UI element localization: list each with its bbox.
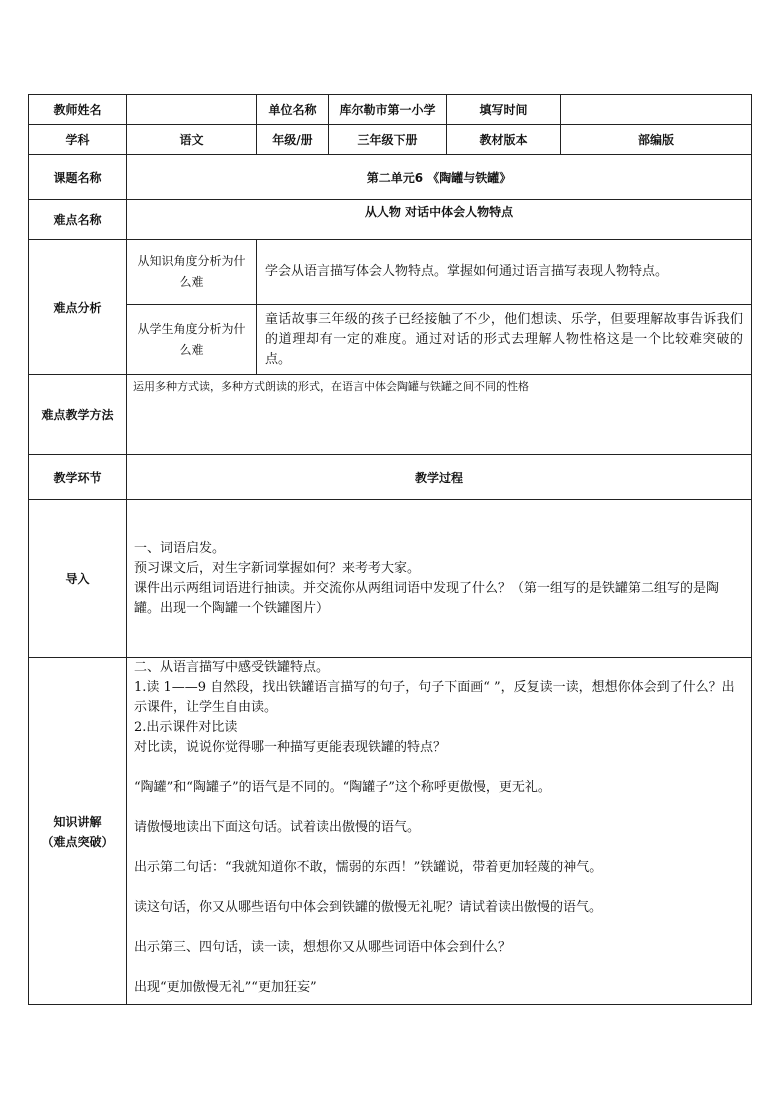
row-analysis-knowledge — [29, 240, 752, 305]
process-content-header: 教学过程 — [127, 455, 752, 500]
row-subject — [29, 125, 752, 155]
intro-label: 导入 — [29, 500, 127, 658]
row-teacher — [29, 95, 752, 125]
explain-paragraph: 二、从语言描写中感受铁罐特点。 — [134, 660, 330, 675]
edition-label: 教材版本 — [447, 125, 561, 155]
date-value — [561, 95, 752, 125]
difficulty-label: 难点名称 — [29, 200, 127, 240]
explain-paragraph: 请傲慢地读出下面这句话。试着读出傲慢的语气。 — [134, 820, 421, 835]
knowledge-angle-label: 从知识角度分析为什么难 — [127, 240, 257, 305]
subject-label: 学科 — [29, 125, 127, 155]
student-angle-label: 从学生角度分析为什么难 — [127, 305, 257, 375]
process-step-header: 教学环节 — [29, 455, 127, 500]
teacher-label: 教师姓名 — [29, 95, 127, 125]
row-explain — [29, 658, 752, 1005]
unit-label: 单位名称 — [257, 95, 329, 125]
intro-line: 预习课文后，对生字新词掌握如何？来考考大家。 — [134, 560, 421, 576]
grade-label: 年级/册 — [257, 125, 329, 155]
explain-label — [29, 658, 127, 1005]
intro-content — [127, 500, 752, 658]
date-label: 填写时间 — [447, 95, 561, 125]
analysis-label: 难点分析 — [29, 240, 127, 375]
method-text: 运用多种方式读，多种方式朗读的形式，在语言中体会陶罐与铁罐之间不同的性格 — [127, 375, 752, 455]
teacher-value — [127, 95, 257, 125]
lesson-label: 课题名称 — [29, 155, 127, 200]
explain-paragraph: 出示第三、四句话，读一读，想想你又从哪些词语中体会到什么？ — [134, 940, 512, 955]
lesson-title: 第二单元6 《陶罐与铁罐》 — [127, 155, 752, 200]
explain-paragraph: 2.出示课件对比读 — [134, 720, 238, 735]
explain-paragraph: “陶罐”和“陶罐子”的语气是不同的。“陶罐子”这个称呼更傲慢，更无礼。 — [134, 780, 551, 795]
row-method — [29, 375, 752, 455]
explain-paragraph: 出示第二句话：“我就知道你不敢，懦弱的东西！”铁罐说，带着更加轻蔑的神气。 — [134, 860, 603, 875]
grade-value: 三年级下册 — [329, 125, 447, 155]
lesson-plan-table — [28, 94, 752, 1005]
row-intro — [29, 500, 752, 658]
row-lesson — [29, 155, 752, 200]
knowledge-angle-text: 学会从语言描写体会人物特点。掌握如何通过语言描写表现人物特点。 — [257, 240, 752, 305]
intro-line: 课件出示两组词语进行抽读。并交流你从两组词语中发现了什么？（第一组写的是铁罐第二组写的是陶罐。出现一个陶罐一个铁罐图片） — [134, 580, 720, 616]
row-analysis-student — [29, 305, 752, 375]
row-process-header — [29, 455, 752, 500]
student-angle-text: 童话故事三年级的孩子已经接触了不少，他们想读、乐学，但要理解故事告诉我们的道理却有一定的难度。通过对话的形式去理解人物性格这是一个比较难突破的点。 — [257, 305, 752, 375]
row-difficulty — [29, 200, 752, 240]
difficulty-value: 从人物 对话中体会人物特点 — [127, 200, 752, 240]
edition-value: 部编版 — [561, 125, 752, 155]
subject-value: 语文 — [127, 125, 257, 155]
explain-label-line2: （难点突破） — [41, 834, 114, 849]
method-label: 难点教学方法 — [29, 375, 127, 455]
explain-paragraph: 对比读，说说你觉得哪一种描写更能表现铁罐的特点？ — [134, 740, 447, 755]
explain-paragraph: 出现“更加傲慢无礼”“更加狂妄” — [134, 980, 317, 995]
unit-value: 库尔勒市第一小学 — [329, 95, 447, 125]
explain-paragraph: 读这句话，你又从哪些语句中体会到铁罐的傲慢无礼呢？请试着读出傲慢的语气。 — [134, 900, 603, 915]
explain-content — [127, 658, 752, 1005]
intro-line: 一、词语启发。 — [134, 540, 226, 556]
explain-paragraph: 1.读 1——9 自然段，找出铁罐语言描写的句子，句子下面画“ ”，反复读一读，想想你体会到了什么？出示课件，让学生自由读。 — [134, 680, 735, 715]
explain-label-line1: 知识讲解 — [53, 814, 102, 829]
